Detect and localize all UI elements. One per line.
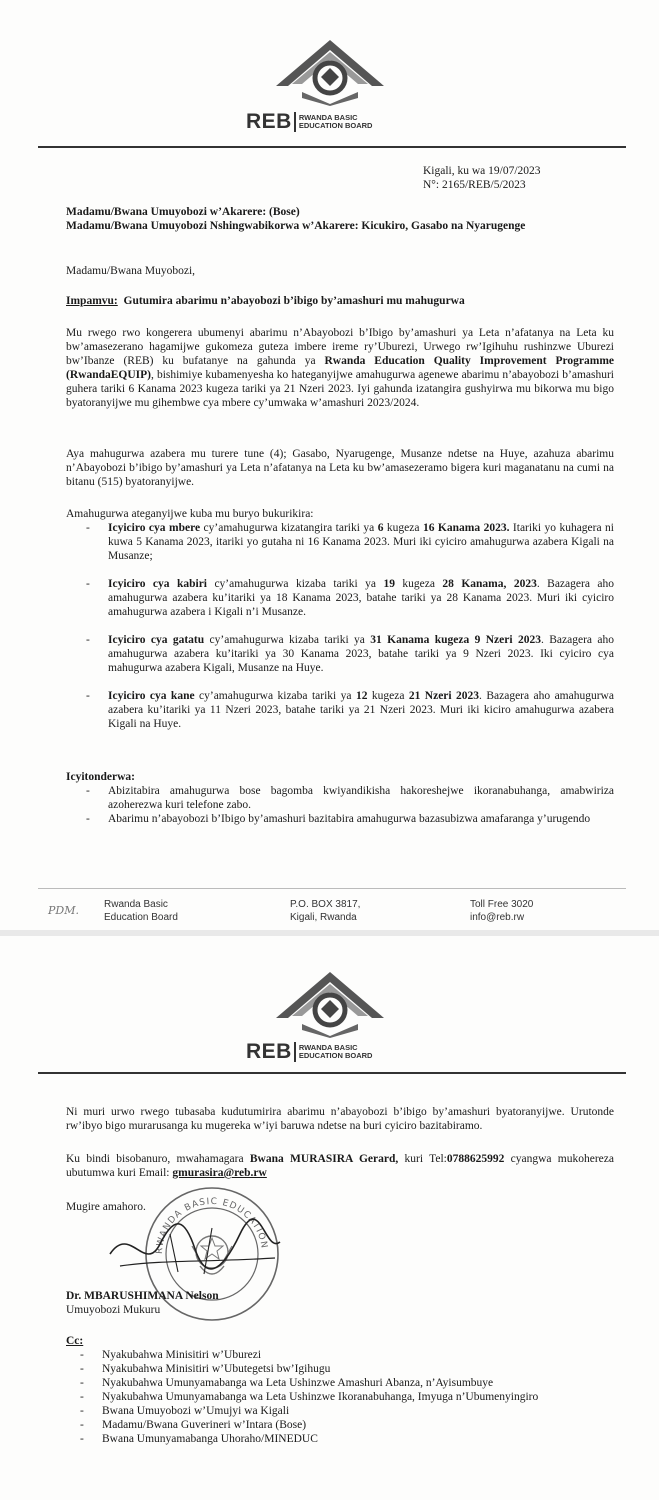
salutation: Madamu/Bwana Muyobozi, [66,265,196,277]
closing: Mugire amahoro. [66,1201,146,1213]
reb-wordmark: REB [246,1040,292,1063]
logo-sub-line-2: EDUCATION BOARD [298,121,373,130]
cc-item: - Madamu/Bwana Guverineri w’Intara (Bose) [80,1418,620,1432]
subject-label: Impamvu: [66,295,118,307]
note-item: - Abizitabira amahugurwa bose bagomba kwiyandikisha hakoreshejwe ikoranabuhanga, amabwiriza azoherezwa kuri telefone zabo. [86,784,614,812]
cc-item: - Bwana Umunyamabanga Uhoraho/MINEDUC [80,1432,620,1446]
cc-item: - Nyakubahwa Minisitiri w’Ubutegetsi bw’Igihugu [80,1362,620,1376]
place-date: Kigali, ku wa 19/07/2023 [423,165,541,177]
logo-sub-line-1: RWANDA BASIC [298,112,358,122]
phase-item: - Icyiciro cya kabiri cy’amahugurwa kizaba tariki ya 19 kugeza 28 Kanama, 2023. Bazagera aho amahugurwa azabera ku’itariki ya 18 Kanama 2023, batahe tariki ya 28 Kanama 2023. Muri iki cyiciro amahugurwa azabera i Kigali n’i Musanze. [86,577,614,619]
cc-item: - Bwana Umuyobozi w’Umujyi wa Kigali [80,1404,620,1418]
notes-title: Icyitonderwa: [66,771,135,783]
reb-logo [0,966,659,1061]
paragraph-request: Ni muri urwo rwego tubasaba kudutumirira abarimu n’abayobozi b’ibigo by’amashuri byatoranyijwe. Urutonde rw’ibyo bigo murarusanga ku mugereka w’iyi baruwa ndetse na buri cyiciro bazitabiramo. [66,1106,614,1132]
reb-emblem-icon [272,970,388,1038]
logo-sub-line-1: RWANDA BASIC [298,1042,358,1052]
note-item: - Abarimu n’abayobozi b’Ibigo by’amashuri bazitabira amahugurwa bazasubizwa amafaranga y’urugendo [86,812,614,826]
footer-divider [38,888,626,889]
phase-item: - Icyiciro cya kane cy’amahugurwa kizaba tariki ya 12 kugeza 21 Nzeri 2023. Bazagera aho amahugurwa azabera ku’itariki ya 11 Nzeri 2023, batahe tariki ya 21 Nzeri 2023. Muri iki kiciro amahugurwa azabera Kigali na Huye. [86,689,614,731]
cc-item: - Nyakubahwa Umunyamabanga wa Leta Ushinzwe Amashuri Abanza, n’Ayisumbuye [80,1376,620,1390]
paragraph-districts: Aya mahugurwa azabera mu turere tune (4); Gasabo, Nyarugenge, Musanze ndetse na Huye, azahuza abarimu n’Abayobozi b’ibigo by’amashuri ya Leta n’afatanya na Leta ku bw’amasezeramo bigera kuri maganatanu na cumi na bitanu (515) byatoranyijwe. [66,448,614,488]
phases-list [86,521,614,731]
footer-address: P.O. BOX 3817, Kigali, Rwanda [290,899,361,923]
signatory-name: Dr. MBARUSHIMANA Nelson [66,1290,219,1302]
subject-line [66,294,465,308]
letter-page-2 [0,936,659,1500]
page-initials: PDM. [48,904,79,917]
phase-item: - Icyiciro cya gatatu cy’amahugurwa kizaba tariki ya 31 Kanama kugeza 9 Nzeri 2023. Bazagera aho amahugurwa azabera ku’itariki ya 30 Kanama 2023, batahe tariki ya 9 Nzeri 2023. Iki cyiciro cya mahugurwa azabera Kigali, Musanze na Huye. [86,633,614,675]
reference-number: N°: 2165/REB/5/2023 [423,179,526,191]
paragraph-contact: Ku bindi bisobanuro, mwahamagara Bwana MURASIRA Gerard, kuri Tel:0788625992 cyangwa mukohereza ubutumwa kuri Email: gmurasira@reb.rw [66,1153,614,1179]
reb-wordmark: REB [246,110,292,133]
logo-sub-line-2: EDUCATION BOARD [298,1051,373,1060]
contact-email-link[interactable]: gmurasira@reb.rw [172,1167,267,1179]
paragraph-intro: Mu rwego rwo kongerera ubumenyi abarimu n’Abayobozi b’Ibigo by’amashuri ya Leta n’afatanya na Leta ku bw’amasezerano hagamijwe gukomeza guteza imbere ireme ry’Uburezi, Urwego rw’Igihuhu rushinzwe Uburezi bw’Ibanze (REB) ku bufatanye na gahunda ya Rwanda Education Quality Improvement Programme (RwandaEQUIP), bishimiye kubamenyesha ko hateganyijwe amahugurwa agenewe abarimu n’abayobozi b’amashuri guhera tariki 6 Kanama 2023 kugeza tariki ya 21 Nzeri 2023. Iyi gahunda izatangira gushyirwa mu bikorwa mu bigo byatoranyijwe mu gihembwe cya mbere cy’umwaka w’amashuri 2023/2024. [66,327,614,409]
cc-item: - Nyakubahwa Umunyamabanga wa Leta Ushinzwe Ikoranabuhanga, Imyuga n’Ubumenyingiro [80,1390,620,1404]
phase-item: - Icyiciro cya mbere cy’amahugurwa kizatangira tariki ya 6 kugeza 16 Kanama 2023. Itariki yo kuhagera ni kuwa 5 Kanama 2023, itariki yo gutaha ni 16 Kanama 2023. Muri iki cyiciro amahugurwa azabera Kigali na Musanze; [86,521,614,563]
header-divider [38,146,626,148]
seal-text: RWANDA BASIC EDUCATION [154,1196,269,1255]
header-divider [38,1072,626,1074]
recipient-line-2: Madamu/Bwana Umuyobozi Nshingwabikorwa w’Akarere: Kicukiro, Gasabo na Nyarugenge [66,220,526,232]
signature-icon [100,1214,290,1284]
cc-list [80,1348,620,1446]
signatory-title: Umuyobozi Mukuru [66,1304,161,1316]
phases-intro: Amahugurwa ateganyijwe kuba mu buryo bukurikira: [66,508,314,520]
footer-organisation: Rwanda Basic Education Board [104,899,178,923]
reb-logo [0,32,659,132]
reb-emblem-icon [272,38,388,106]
recipient-line-1: Madamu/Bwana Umuyobozi w’Akarere: (Bose) [66,206,300,218]
subject-text: Gutumira abarimu n’abayobozi b’ibigo by’amashuri mu mahugurwa [123,295,465,307]
cc-item: - Nyakubahwa Minisitiri w’Uburezi [80,1348,620,1362]
footer-contact: Toll Free 3020 info@reb.rw [470,899,534,923]
notes-list [86,784,614,826]
cc-title: Cc: [66,1335,84,1347]
